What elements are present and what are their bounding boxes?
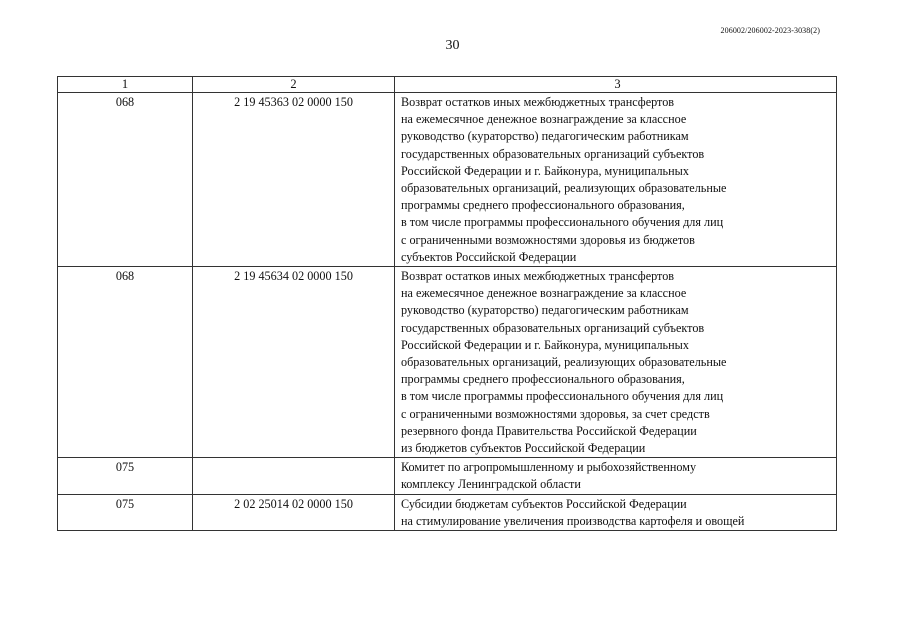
page-number: 30 [445, 38, 460, 53]
description-text [401, 267, 834, 457]
description-line: в том числе программы профессионального обучения для лиц [401, 215, 724, 230]
description-line: из бюджетов субъектов Российской Федерации [401, 441, 646, 456]
budget-classification-code: 2 19 45634 02 0000 150 [234, 269, 353, 284]
admin-code-cell [58, 494, 193, 530]
description-line: резервного фонда Правительства Российской Федерации [401, 423, 697, 438]
description-line: в том числе программы профессионального обучения для лиц [401, 389, 724, 404]
budget-code-cell [193, 93, 395, 267]
admin-code: 068 [115, 269, 135, 284]
description-line: с ограниченными возможностями здоровья из бюджетов [401, 232, 695, 247]
description-line: Комитет по агропромышленному и рыбохозяйственному [401, 460, 697, 475]
admin-code: 075 [115, 460, 135, 475]
table-header-row [58, 77, 837, 93]
description-line: государственных образовательных организаций субъектов [401, 146, 705, 161]
budget-code-cell [193, 458, 395, 494]
description-line: на ежемесячное денежное вознаграждение за классное [401, 112, 687, 127]
document-id: 206002/206002-2023-3038(2) [720, 26, 820, 35]
description-line: комплексу Ленинградской области [401, 477, 581, 492]
budget-classification-code [193, 458, 394, 459]
description-line: руководство (кураторство) педагогическим работникам [401, 129, 689, 144]
admin-code-cell [58, 458, 193, 494]
description-line: программы среднего профессионального образования, [401, 198, 685, 213]
description-line: с ограниченными возможностями здоровья, за счет средств [401, 406, 710, 421]
description-text [401, 458, 834, 493]
budget-classification-code: 2 19 45363 02 0000 150 [234, 95, 353, 109]
description-text [401, 93, 834, 266]
column-header-1: 1 [58, 77, 193, 93]
budget-code-cell [193, 267, 395, 458]
description-cell [395, 267, 837, 458]
description-line: на стимулирование увеличения производства картофеля и овощей [401, 513, 745, 528]
description-cell [395, 494, 837, 530]
description-line: Субсидии бюджетам субъектов Российской Федерации [401, 496, 687, 511]
table-body [58, 93, 837, 531]
budget-codes-table [57, 76, 837, 531]
description-line: субъектов Российской Федерации [401, 249, 577, 264]
description-line: образовательных организаций, реализующих образовательные [401, 181, 727, 196]
admin-code: 075 [115, 496, 135, 511]
budget-code-cell [193, 494, 395, 530]
description-line: Российской Федерации и г. Байконура, муниципальных [401, 163, 689, 178]
description-line: Российской Федерации и г. Байконура, муниципальных [401, 337, 689, 352]
description-line: Возврат остатков иных межбюджетных трансфертов [401, 269, 675, 284]
description-cell [395, 93, 837, 267]
description-line: на ежемесячное денежное вознаграждение за классное [401, 286, 687, 301]
admin-code-cell [58, 93, 193, 267]
table-row [58, 494, 837, 530]
description-line: программы среднего профессионального образования, [401, 372, 685, 387]
description-text [401, 495, 834, 530]
description-line: руководство (кураторство) педагогическим работникам [401, 303, 689, 318]
description-cell [395, 458, 837, 494]
budget-classification-code: 2 02 25014 02 0000 150 [234, 496, 353, 511]
column-header-3: 3 [395, 77, 837, 93]
description-line: Возврат остатков иных межбюджетных трансфертов [401, 95, 675, 109]
admin-code: 068 [115, 95, 135, 109]
column-header-2: 2 [193, 77, 395, 93]
table-row [58, 267, 837, 458]
admin-code-cell [58, 267, 193, 458]
table-row [58, 458, 837, 494]
description-line: государственных образовательных организаций субъектов [401, 320, 705, 335]
table-row [58, 93, 837, 267]
description-line: образовательных организаций, реализующих образовательные [401, 355, 727, 370]
